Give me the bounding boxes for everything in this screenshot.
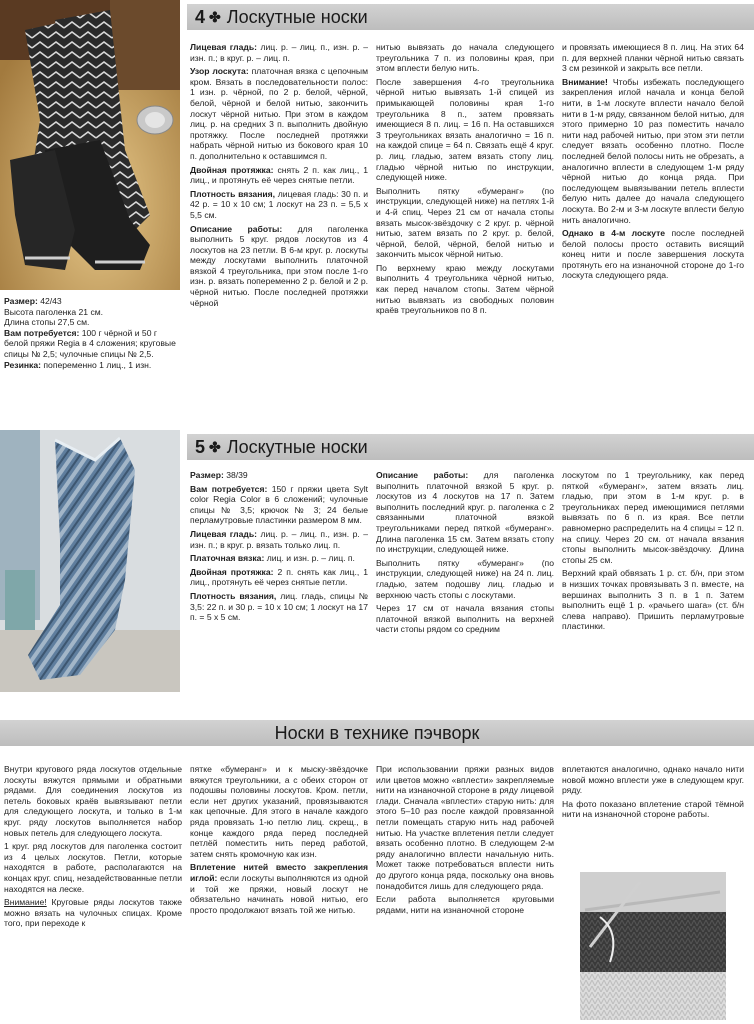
stockinette-label: Лицевая гладь:	[190, 528, 257, 539]
paragraph: 1 круг. ряд лоскутов для паголенка состоит из 4 целых лоскутов. Петли, которые находятся в работе, располагаются на концах круг. спиц, незадействованные петли находятся на леске.	[4, 841, 182, 894]
weaving-photo	[580, 872, 726, 1020]
paragraph: Если работа выполняется круговыми рядами, нити на изнаночной стороне	[376, 894, 554, 915]
paragraph: После завершения 4-го треугольника чёрной нитью вывязать 1-й спицей из примыкающей половины края 1-го треугольника 8 п., затем провязать имеющиеся 8 п. лиц. = 16 п. На оставшихся 3 треугольниках вязать аналогично = 16 п. на каждой спице = 64 п. Связать ещё 4 круг. р. лиц. гладью, затем вязать стопу лиц. гладью чёрной нитью по инструкции, следующей ниже.	[376, 76, 554, 183]
section-4-column-3	[562, 42, 744, 412]
stockinette-text: лиц. р. – лиц. п., изн. р. – изн. п.; в круг. р. вязать только лиц. п.	[190, 528, 368, 550]
paragraph: Через 17 см от начала вязания стопы платочной вязкой выполнить на верхней части стопы рядом со средним	[376, 603, 554, 635]
knitting-needles-illustration	[580, 872, 726, 1020]
paragraph: На фото показано вплетение старой тёмной нити на изнаночной стороне работы.	[562, 798, 744, 820]
section-5-header	[187, 434, 754, 460]
section-4-number: 4	[195, 6, 206, 27]
attention-text: Чтобы избежать последующего закрепления иглой начала и конца белой нити, в 1-м лоскуте вплести начало белой нити в 1-м ряду, связанном белой нитью, для этого примерно 10 раз поместить начало нити над рабочей нитью, при этом эти петли следует вязать особенно плотно. После последней белой полосы нить не обрезать, а аналогично вплести в следующем 1-м ряду чёрной нитью до конца ряда. При последующем вывязывании петель вплести белую нить далее до начала следующего лоскута. Во 2-м и 3-м лоскуте вплести белую нить аналогично.	[562, 76, 744, 225]
paragraph: вплетаются аналогично, однако начало нити новой можно вплести уже в следующем круг. ряду.	[562, 764, 744, 796]
stockinette-text: лиц. р. – лиц. п., изн. р. – изн. п.; в круг. р. – лиц. п.	[190, 42, 368, 63]
patchwork-column-4	[562, 764, 744, 854]
section-5-number: 5	[195, 436, 206, 457]
section-4-header	[187, 4, 754, 30]
stockinette-label: Лицевая гладь:	[190, 42, 257, 52]
section-4-title: Лоскутные носки	[226, 6, 368, 27]
weaving-text: если лоскуты выполняются из одной и той же пряжи, новый лоскут не обязательно начинать новой нитью, его просто продолжают вязать той же нитью.	[190, 872, 368, 915]
paragraph: Выполнить пятку «бумеранг» (по инструкции, следующей ниже) на петлях 1-й и 4-й спиц. Через 21 см от начала стопы вязать мысок-звёздочку с 2 круг. р. чёрной нитью, затем вязать по 2 круг. р. белой, чёрной, белой, чёрной, белой нитью и закончить мысок чёрной нитью.	[376, 185, 554, 260]
instructions-text: для паголенка выполнить платочной вязкой 5 круг. р. лоскутов из 4 лоскутов на 17 п. Затем выполнить последний круг. р. паголенка с 2 связанными платочной вязкой треугольниками перед пяткой «бумеранг». Длина паголенка 15 см. Затем вязать стопу по инструкции, следующей ниже.	[376, 470, 554, 555]
foot-length: Длина стопы 27,5 см.	[4, 317, 90, 328]
patchwork-column-1	[4, 764, 182, 1022]
section-5-column-1	[190, 470, 368, 698]
patchwork-header	[0, 720, 754, 746]
section-4-column-1	[190, 42, 368, 412]
patchwork-title: Носки в технике пэчворк	[274, 722, 480, 743]
patchwork-column-2	[190, 764, 368, 1022]
double-decrease-label: Двойная протяжка:	[190, 164, 274, 175]
socks-black-white-illustration	[0, 0, 180, 290]
clover-icon: ✤	[209, 438, 221, 455]
gauge-text: лицевая гладь: 30 п. и 42 р. = 10 х 10 см; 1 лоскут на 23 п. = 5,5 х 5,5 см.	[190, 188, 368, 220]
patchwork-column-3	[376, 764, 554, 1022]
attention-label: Внимание!	[4, 897, 47, 908]
instructions-label: Описание работы:	[190, 223, 283, 234]
paragraph: При использовании пряжи разных видов или цветов можно «вплести» закрепляемые нити на изнаночной стороне в ряду лицевой глади. Сначала «вплести» старую нить: для этого 5–10 раз после каждой провязанной петли помещать старую нить над рабочей нитью. На участке вплетения петли следует вязать особенно плотно. В следующем 2-м ряду аналогично вплести начальную нить. Может также потребоваться вплести нить до другого конца ряда, поскольку она вновь понадобится лишь для следующего ряда.	[376, 764, 554, 891]
gauge-text: лиц. гладь, спицы № 3,5: 22 п. и 30 р. = 10 х 10 см; 1 лоскут на 17 п. = 5 х 5 см.	[190, 590, 368, 623]
gauge-label: Плотность вязания,	[190, 590, 277, 601]
socks-photo-black-white	[0, 0, 180, 290]
paragraph: и провязать имеющиеся 8 п. лиц. На этих 64 п. для верхней планки чёрной нитью связать 3 см резинкой и закрыть все петли.	[562, 42, 744, 74]
materials-text: 100 г чёрной и 50 г белой пряжи Regia в 4 сложения; круговые спицы № 2,5; чулочные спицы № 2,5.	[4, 327, 176, 359]
section-5-title: Лоскутные носки	[226, 436, 368, 457]
patch-pattern-label: Узор лоскута:	[190, 66, 249, 77]
paragraph: Выполнить пятку «бумеранг» (по инструкции, следующей ниже) на 24 п. лиц. гладью, затем подошву лиц. гладью и верхнюю часть стопы с лоскутами.	[376, 557, 554, 600]
patch-pattern-text: платочная вязка с цепочным кром. Вязать в последовательности полос: 1 изн. р. чёрной, по 2 р. белой, чёрной, белой, чёрной и белой нитью, закончить лоскут чёрной нитью. При этом в каждом лиц. р. на средних 3 п. выполнить двойную протяжку. После последней протяжки набрать чёрной нитью из бокового края 10 п. дополнительно к оставшимся п.	[190, 66, 368, 161]
rib-text: попеременно 1 лиц., 1 изн.	[43, 359, 152, 370]
sock-blue-illustration	[0, 430, 180, 692]
garter-text: лиц. и изн. р. – лиц. п.	[266, 553, 355, 564]
instructions-text: для паголенка выполнить 5 круг. рядов лоскутов из 4 лоскутов на 23 петли. В 6-м круг. р. лоскуты между лоскутами выполнить платочной вязкой 4 треугольника, при этом после 1-го изн. р. вязать попеременно 2 р. белой и 2 р. чёрной нитью. После последней протяжки чёрной	[190, 223, 368, 308]
materials-text: 150 г пряжи цвета Sylt color Regia Color в 6 сложений; чулочные спицы № 3,5; крючок № 3; 24 белые перламутровые пластинки размером 8 мм.	[190, 483, 368, 526]
size-label: Размер:	[4, 296, 38, 306]
clover-icon: ✤	[209, 8, 221, 25]
paragraph: Верхний край обвязать 1 р. ст. б/н, при этом в низших точках провязывать 3 п. вместе, на вершинах выполнить 3 п. в 1 п. Затем выполнить ещё 1 р. «рачьего шага» (ст. б/н слева направо). Пришить перламутровые пластинки.	[562, 568, 744, 632]
paragraph: нитью вывязать до начала следующего треугольника 7 п. из половины края, при этом вплести белую нить.	[376, 42, 554, 74]
size-value: 42/43	[40, 296, 62, 306]
size-label: Размер:	[190, 470, 224, 480]
materials-label: Вам потребуется:	[4, 327, 80, 338]
fourth-patch-label: Однако в 4-м лоскуте	[562, 228, 666, 239]
size-value: 38/39	[226, 470, 248, 480]
double-decrease-text: снять 2 п. как лиц., 1 лиц., и протянуть её через снятые петли.	[190, 164, 368, 186]
double-decrease-label: Двойная протяжка:	[190, 566, 274, 577]
sock-photo-blue	[0, 430, 180, 692]
attention-text: Круговые ряды лоскутов также можно вязать на чулочных спицах. Кроме того, при переходе к	[4, 897, 182, 929]
instructions-label: Описание работы:	[376, 470, 469, 480]
paragraph: По верхнему краю между лоскутами выполнить 4 треугольника чёрной нитью, как перед началом стопы. Затем чёрной нитью вывязать из свободных половин краёв треугольников по 8 п.	[376, 262, 554, 316]
fourth-patch-text: после последней белой полосы просто оставить висящий конец нити и после завершения лоскута протянуть его на изнаночной стороне до 1-го лоскута следующего ряда.	[562, 228, 744, 281]
paragraph: лоскутом по 1 треугольнику, как перед пяткой «бумеранг», затем вязать лиц. гладью, при этом в 1-м круг. р. в треугольниках перед имеющимися петлями вывязать по 6 п. из края. Все петли равномерно распределить на 4 спицы = 12 п. на спицу. Через 20 см. от начала вязания стопы выполнить мысок-звёздочку. Длина стопы 25 см.	[562, 470, 744, 565]
materials-label: Вам потребуется:	[190, 483, 268, 494]
garter-label: Платочная вязка:	[190, 553, 265, 564]
section-5-column-3	[562, 470, 744, 698]
section-5-column-2	[376, 470, 554, 698]
gauge-label: Плотность вязания,	[190, 188, 276, 199]
shaft-height: Высота паголенка 21 см.	[4, 306, 104, 317]
attention-label: Внимание!	[562, 76, 608, 87]
weaving-label: Вплетение нитей вместо закрепления иглой:	[190, 862, 368, 883]
section-4-column-2	[376, 42, 554, 412]
section-4-specs	[4, 296, 180, 408]
rib-label: Резинка:	[4, 359, 41, 370]
double-decrease-text: 2 п. снять как лиц., 1 лиц., протянуть её через снятые петли.	[190, 566, 368, 588]
paragraph: пятке «бумеранг» и к мыску-звёздочке вяжутся треугольники, а с обеих сторон от подошвы половины лоскутов. Кром. петли, если нет других указаний, провязываются как цепочные. Для этого в начале каждого ряда провязать 1-ю петлю лиц. скрещ., в конце каждого ряда перед последней петлёй поместить нить перед работой, затем снять кромочную как изн.	[190, 764, 368, 859]
paragraph: Внутри кругового ряда лоскутов отдельные лоскуты вяжутся прямыми и обратными рядами. Для соединения лоскутов из петель боковых краёв вывязывают петли для следующего лоскута, и только в 1-м круг. ряду лоскутов выполняется набор новых петель для следующего лоскута.	[4, 764, 182, 838]
